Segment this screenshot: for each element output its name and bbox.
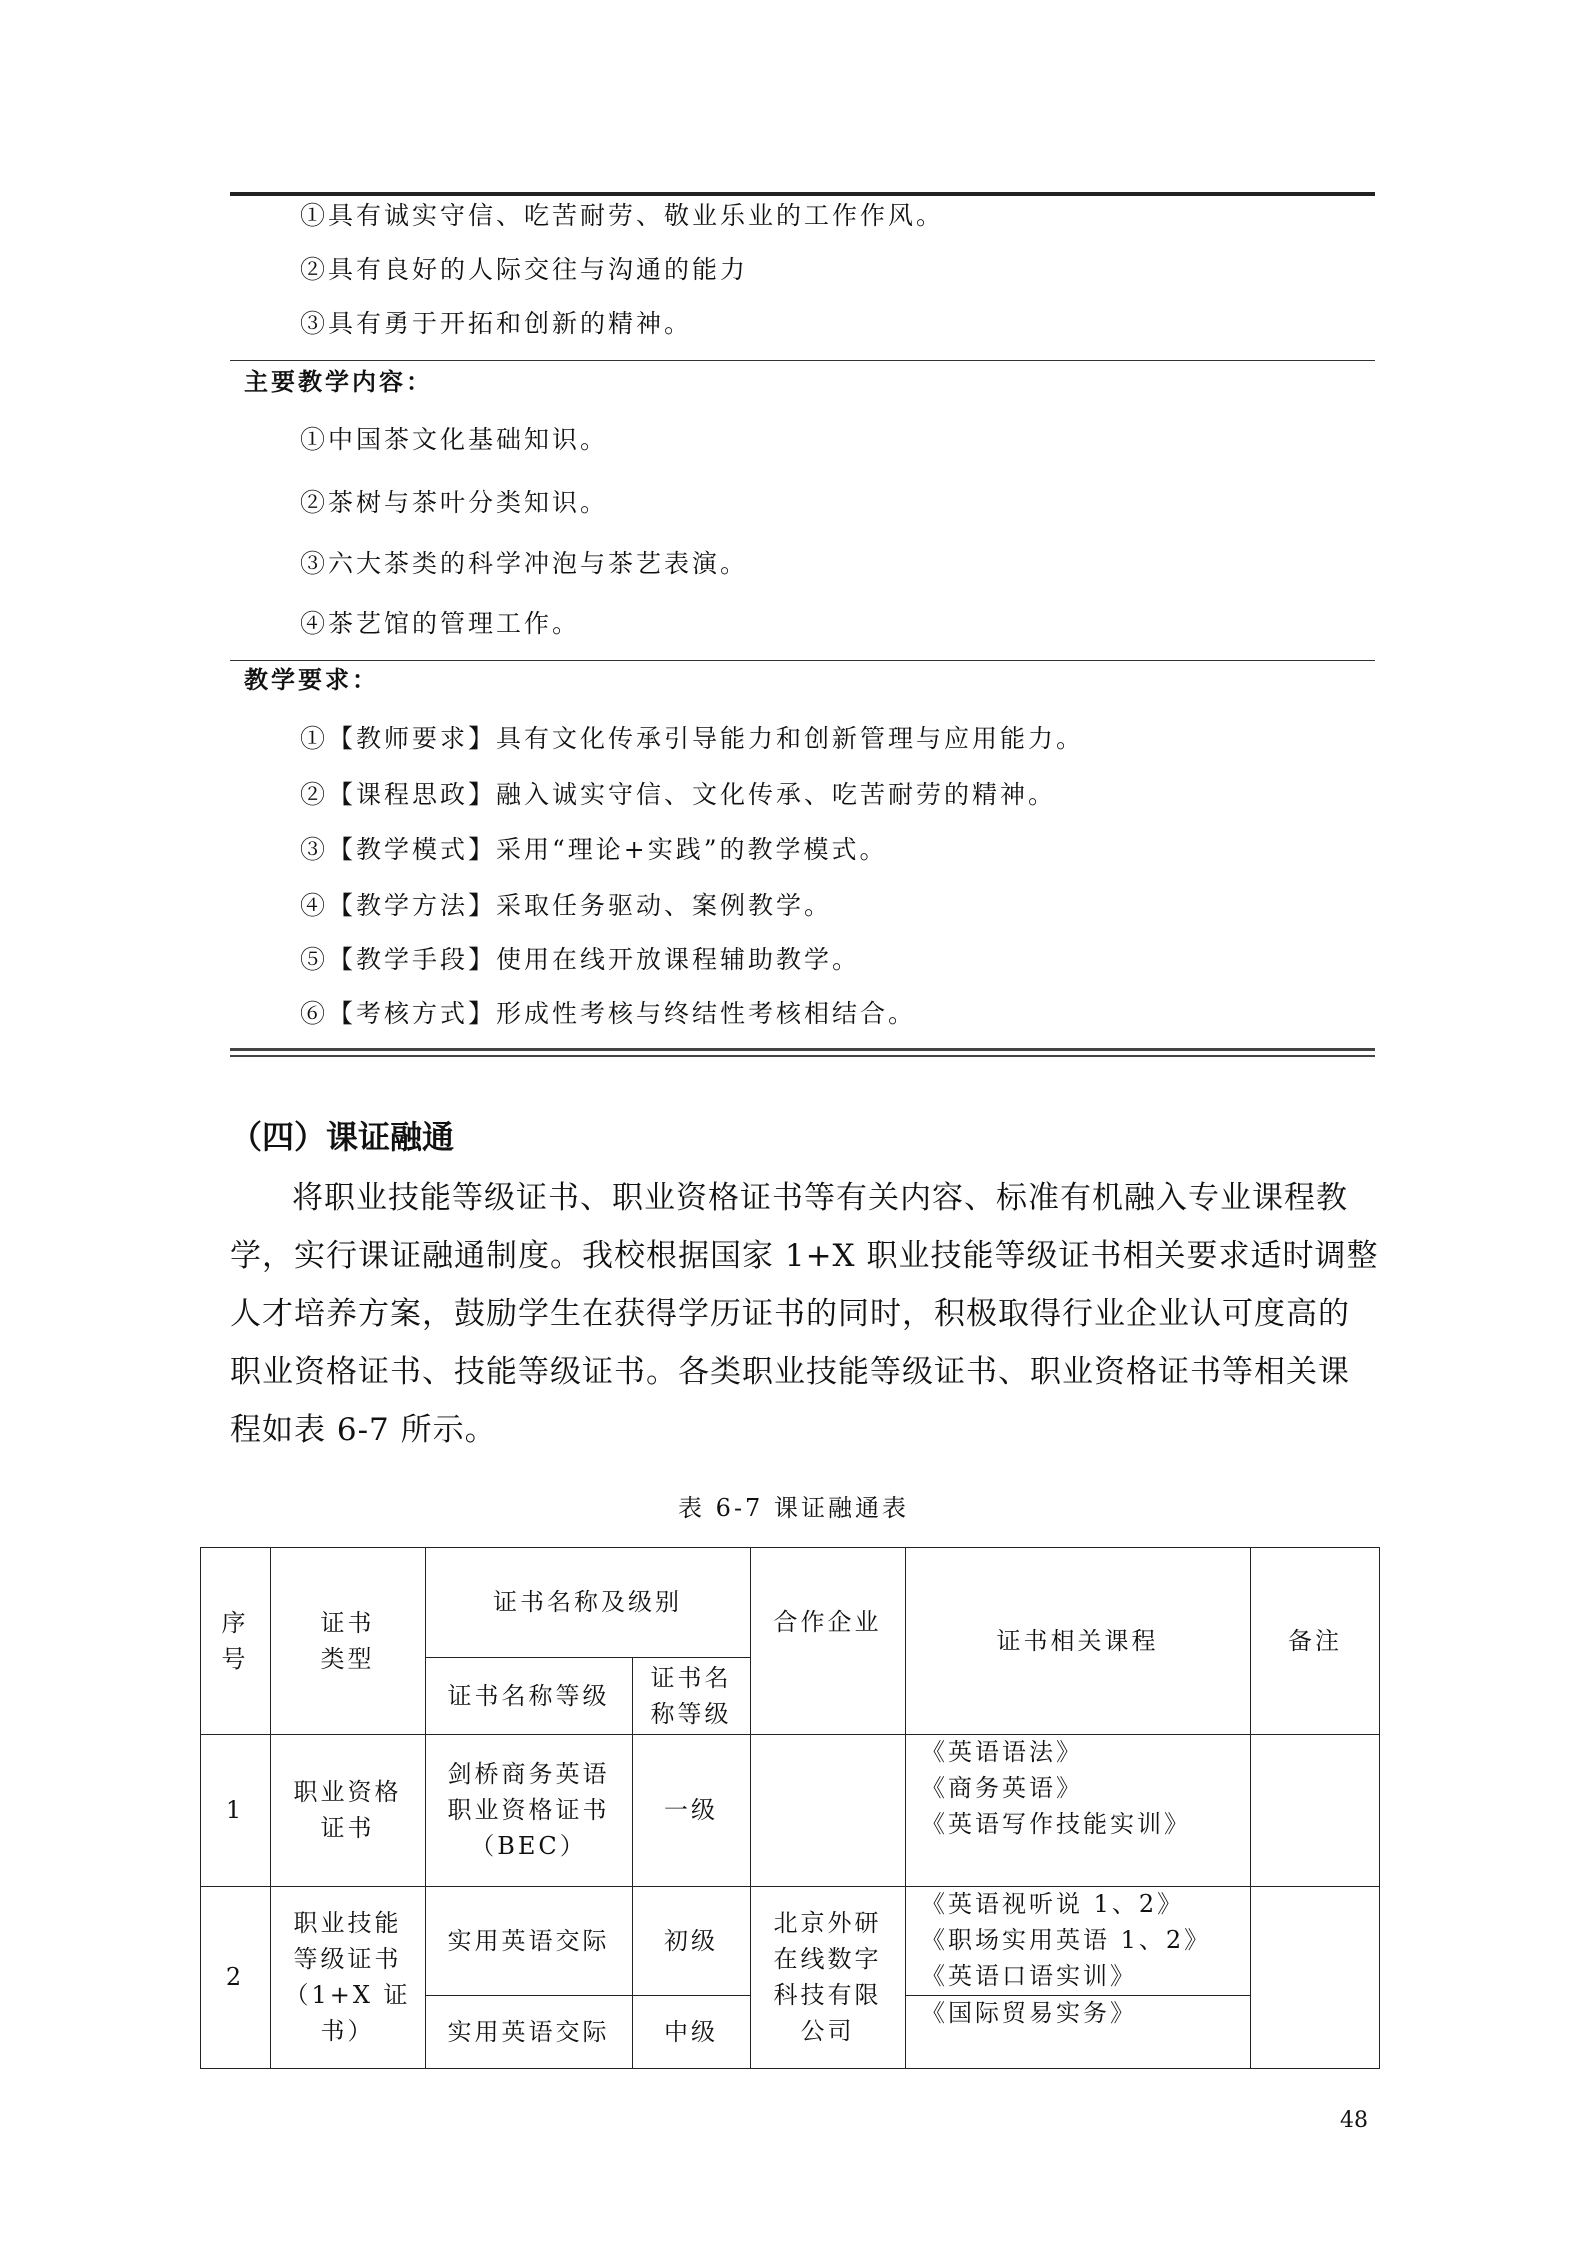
requirement-item: ④【教学方法】采取任务驱动、案例教学。 [300, 891, 833, 920]
content-item: ①中国茶文化基础知识。 [300, 425, 609, 454]
paragraph-line: 程如表 6-7 所示。 [230, 1412, 497, 1448]
row1-cert-name: 剑桥商务英语 职业资格证书 （BEC） [447, 1760, 610, 1860]
header-cert-level: 证书名 称等级 [650, 1663, 732, 1728]
quality-item: ③具有勇于开拓和创新的精神。 [300, 309, 693, 338]
quality-item: ①具有诚实守信、吃苦耐劳、敬业乐业的工作作风。 [300, 201, 945, 230]
row2-seq: 2 [225, 1963, 245, 1991]
header-seq: 序 号 [221, 1608, 249, 1673]
header-partner: 合作企业 [773, 1608, 882, 1636]
box-bottom-rule [230, 1055, 1375, 1057]
paragraph-line: 将职业技能等级证书、职业资格证书等有关内容、标准有机融入专业课程教 [292, 1180, 1348, 1216]
box-top-rule [230, 192, 1375, 196]
content-item: ④茶艺馆的管理工作。 [300, 609, 581, 638]
box-divider [230, 660, 1375, 661]
requirement-item: ⑥【考核方式】形成性考核与终结性考核相结合。 [300, 999, 917, 1028]
row1-type: 职业资格 证书 [293, 1778, 402, 1842]
row2b-courses: 《国际贸易实务》 [921, 1999, 1137, 2027]
row2-type: 职业技能 等级证书 （1+X 证 书） [284, 1909, 411, 2045]
requirement-item: ①【教师要求】具有文化传承引导能力和创新管理与应用能力。 [300, 724, 1085, 753]
content-heading: 主要教学内容： [244, 367, 433, 396]
row2b-level: 中级 [664, 2017, 718, 2046]
page-number: 48 [1340, 2108, 1368, 2133]
row1-level: 一级 [664, 1796, 718, 1824]
content-item: ②茶树与茶叶分类知识。 [300, 488, 609, 517]
row2a-cert-name: 实用英语交际 [447, 1926, 610, 1955]
requirement-item: ②【课程思政】融入诚实守信、文化传承、吃苦耐劳的精神。 [300, 780, 1057, 809]
header-courses: 证书相关课程 [996, 1626, 1159, 1655]
quality-item: ②具有良好的人际交往与沟通的能力 [300, 255, 749, 284]
requirement-item: ③【教学模式】采用“理论+实践”的教学模式。 [300, 835, 888, 864]
row2a-level: 初级 [664, 1926, 718, 1955]
paragraph-line: 人才培养方案，鼓励学生在获得学历证书的同时，积极取得行业企业认可度高的 [230, 1296, 1350, 1332]
table-caption: 表 6-7 课证融通表 [678, 1494, 909, 1522]
row1-remark [1250, 1734, 1380, 1886]
header-name-level: 证书名称及级别 [493, 1588, 682, 1616]
header-remark: 备注 [1288, 1626, 1342, 1655]
row2b-cert-name: 实用英语交际 [447, 2017, 610, 2046]
row2a-courses: 《英语视听说 1、2》 《职场实用英语 1、2》 《英语口语实训》 [921, 1890, 1212, 1990]
paragraph-line: 职业资格证书、技能等级证书。各类职业技能等级证书、职业资格证书等相关课 [230, 1354, 1350, 1390]
header-type: 证书 类型 [320, 1608, 375, 1673]
section-title: （四）课证融通 [230, 1118, 455, 1156]
row1-seq: 1 [225, 1796, 245, 1824]
row1-courses: 《英语语法》 《商务英语》 《英语写作技能实训》 [921, 1738, 1191, 1838]
paragraph-line: 学，实行课证融通制度。我校根据国家 1+X 职业技能等级证书相关要求适时调整 [230, 1238, 1379, 1274]
requirements-heading: 教学要求： [244, 665, 379, 694]
box-divider [230, 360, 1375, 361]
row2-remark [1250, 1886, 1380, 2068]
header-cert-name: 证书名称等级 [447, 1681, 610, 1710]
box-bottom-rule [230, 1048, 1375, 1051]
certificate-table [200, 1547, 1380, 2069]
requirement-item: ⑤【教学手段】使用在线开放课程辅助教学。 [300, 945, 861, 974]
content-item: ③六大茶类的科学冲泡与茶艺表演。 [300, 549, 749, 578]
row2-partner: 北京外研 在线数字 科技有限 公司 [773, 1909, 882, 2045]
